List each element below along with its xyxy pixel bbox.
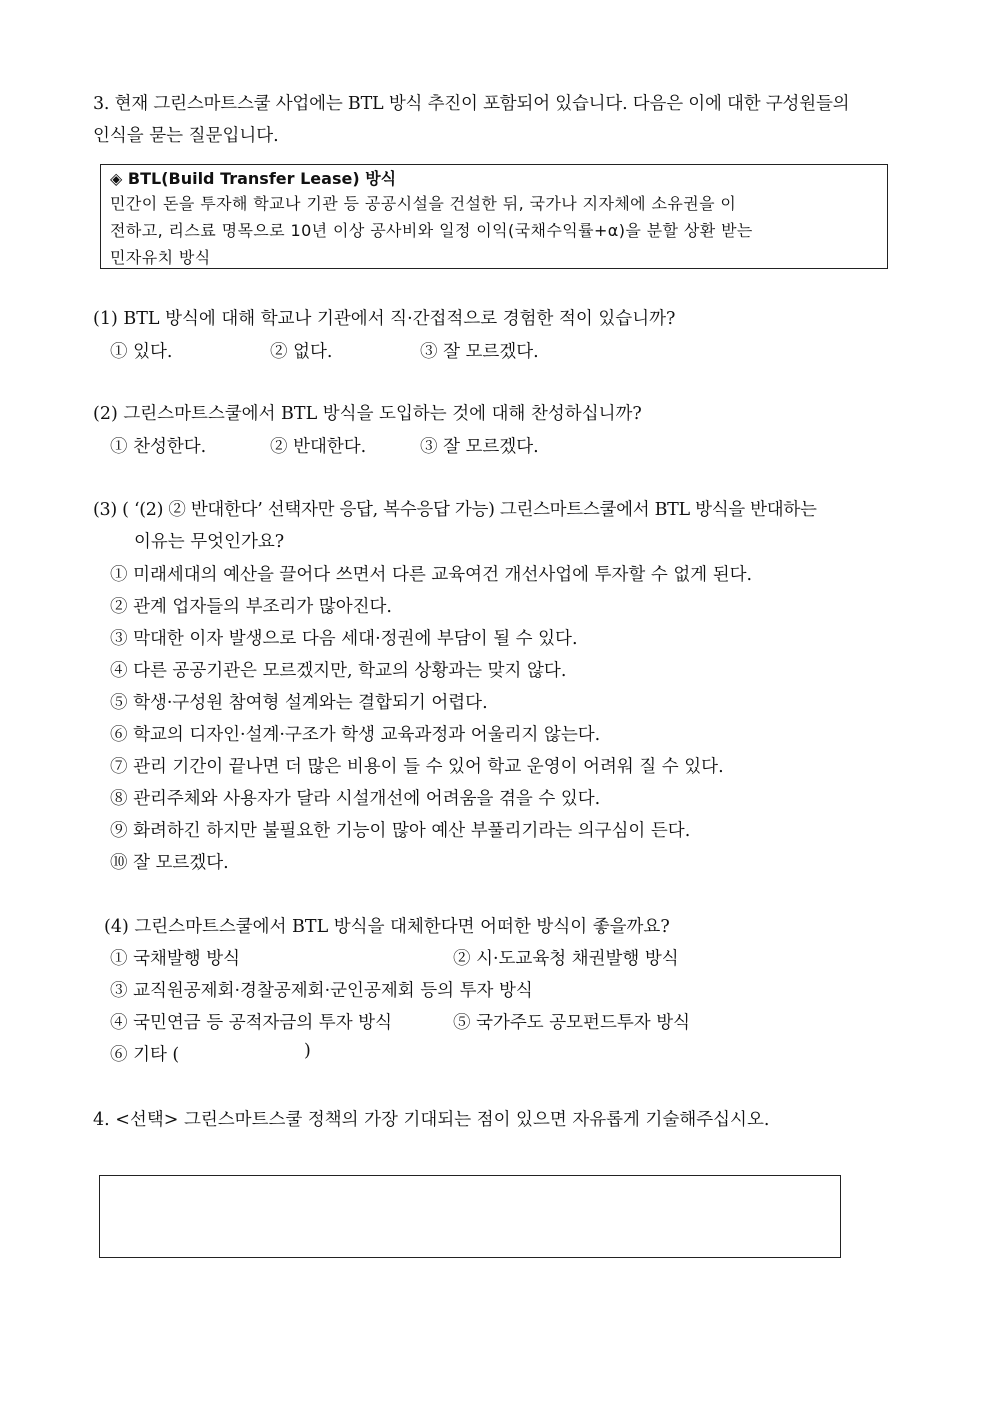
- sub2-option-3[interactable]: ③ 잘 모르겠다.: [420, 437, 539, 457]
- sub3-option-8[interactable]: ⑧ 관리주체와 사용자가 달라 시설개선에 어려움을 겪을 수 있다.: [110, 789, 601, 809]
- subquestion-3-line-2: 이유는 무엇인가요?: [134, 532, 285, 552]
- definition-line-2: 전하고, 리스료 명목으로 10년 이상 공사비와 일정 이익(국채수익률+α)을 분할 상환 받는: [110, 221, 753, 240]
- subquestion-3-line-1: (3) ( ‘(2) ② 반대한다’ 선택자만 응답, 복수응답 가능) 그린스마트스쿨에서 BTL 방식을 반대하는: [93, 500, 817, 520]
- sub2-option-2[interactable]: ② 반대한다.: [270, 437, 367, 457]
- btl-definition-box: [100, 164, 888, 269]
- sub4-option-5[interactable]: ⑤ 국가주도 공모펀드투자 방식: [453, 1013, 691, 1033]
- definition-line-3: 민자유치 방식: [110, 248, 211, 267]
- free-text-answer-box[interactable]: [99, 1175, 841, 1258]
- intro-line-2: 인식을 묻는 질문입니다.: [93, 126, 279, 146]
- sub4-option-6-close-paren: ): [304, 1041, 311, 1061]
- sub3-option-4[interactable]: ④ 다른 공공기관은 모르겠지만, 학교의 상황과는 맞지 않다.: [110, 661, 567, 681]
- sub3-option-10[interactable]: ⑩ 잘 모르겠다.: [110, 853, 229, 873]
- sub4-option-6[interactable]: ⑥ 기타 (: [110, 1045, 180, 1065]
- sub3-option-1[interactable]: ① 미래세대의 예산을 끌어다 쓰면서 다른 교육여건 개선사업에 투자할 수 없게 된다.: [110, 565, 753, 585]
- subquestion-4: (4) 그린스마트스쿨에서 BTL 방식을 대체한다면 어떠한 방식이 좋을까요?: [104, 917, 670, 937]
- sub2-option-1[interactable]: ① 찬성한다.: [110, 437, 207, 457]
- sub3-option-5[interactable]: ⑤ 학생·구성원 참여형 설계와는 결합되기 어렵다.: [110, 693, 488, 713]
- sub4-option-3[interactable]: ③ 교직원공제회·경찰공제회·군인공제회 등의 투자 방식: [110, 981, 533, 1001]
- sub1-option-2[interactable]: ② 없다.: [270, 342, 333, 362]
- sub4-option-4[interactable]: ④ 국민연금 등 공적자금의 투자 방식: [110, 1013, 392, 1033]
- sub3-option-9[interactable]: ⑨ 화려하긴 하지만 불필요한 기능이 많아 예산 부풀리기라는 의구심이 든다.: [110, 821, 691, 841]
- sub3-option-7[interactable]: ⑦ 관리 기간이 끝나면 더 많은 비용이 들 수 있어 학교 운영이 어려워 질 수 있다.: [110, 757, 724, 777]
- question-4: 4. <선택> 그린스마트스쿨 정책의 가장 기대되는 점이 있으면 자유롭게 기술해주십시오.: [93, 1110, 770, 1130]
- sub3-option-6[interactable]: ⑥ 학교의 디자인·설계·구조가 학생 교육과정과 어울리지 않는다.: [110, 725, 601, 745]
- sub4-option-2[interactable]: ② 시·도교육청 채권발행 방식: [453, 949, 679, 969]
- sub3-option-3[interactable]: ③ 막대한 이자 발생으로 다음 세대·정권에 부담이 될 수 있다.: [110, 629, 578, 649]
- question-3-intro: [93, 88, 899, 152]
- sub3-option-2[interactable]: ② 관계 업자들의 부조리가 많아진다.: [110, 597, 392, 617]
- subquestion-2: (2) 그린스마트스쿨에서 BTL 방식을 도입하는 것에 대해 찬성하십니까?: [93, 404, 642, 424]
- definition-line-1: 민간이 돈을 투자해 학교나 기관 등 공공시설을 건설한 뒤, 국가나 지자체에 소유권을 이: [110, 194, 737, 213]
- sub1-option-3[interactable]: ③ 잘 모르겠다.: [420, 342, 539, 362]
- definition-body: [110, 190, 878, 271]
- sub1-option-1[interactable]: ① 있다.: [110, 342, 173, 362]
- sub4-option-1[interactable]: ① 국채발행 방식: [110, 949, 241, 969]
- intro-line-1: 3. 현재 그린스마트스쿨 사업에는 BTL 방식 추진이 포함되어 있습니다. 다음은 이에 대한 구성원들의: [93, 94, 850, 114]
- definition-title: ◈ BTL(Build Transfer Lease) 방식: [110, 169, 397, 188]
- subquestion-1: (1) BTL 방식에 대해 학교나 기관에서 직·간접적으로 경험한 적이 있습니까?: [93, 309, 676, 329]
